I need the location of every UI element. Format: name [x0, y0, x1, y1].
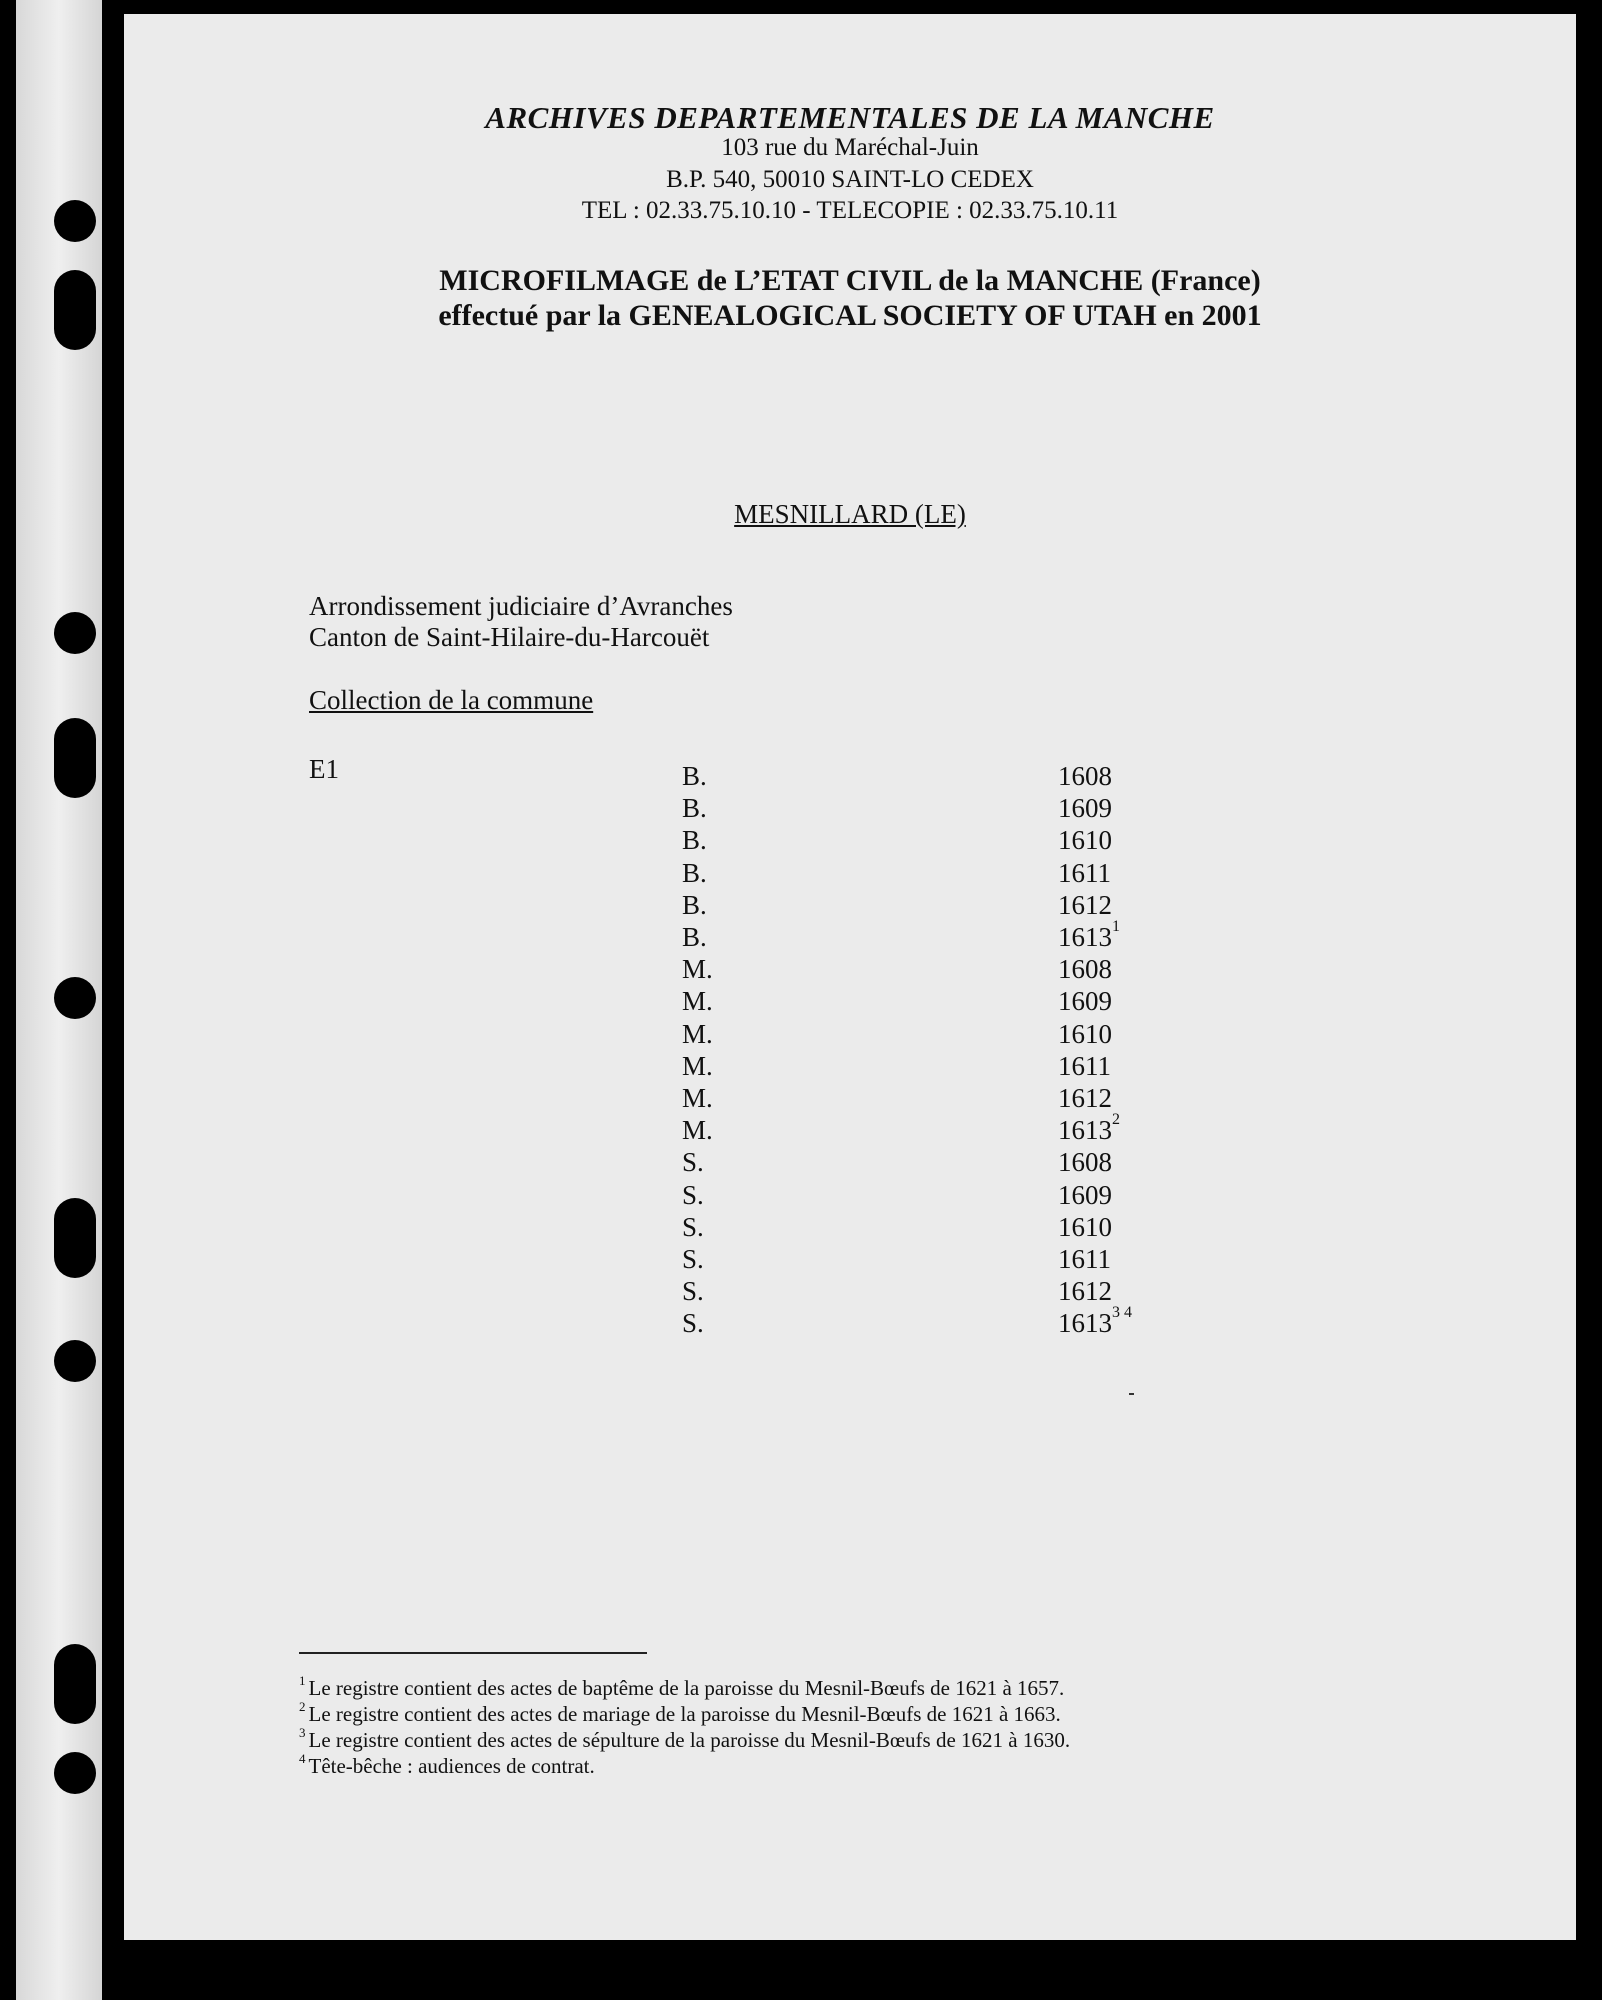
- act-year: [1058, 1147, 1112, 1178]
- footnote-number: 4: [299, 1751, 306, 1766]
- act-year-value: 1609: [1058, 986, 1112, 1016]
- punch-hole: [54, 718, 96, 798]
- act-year-value: 1609: [1058, 793, 1112, 823]
- act-year: [1058, 1111, 1120, 1146]
- act-year-value: 1613: [1058, 1308, 1112, 1338]
- punch-hole: [54, 1198, 96, 1278]
- footnote-rule: [299, 1652, 647, 1654]
- act-year: [1058, 954, 1112, 985]
- act-type: S.: [682, 1276, 704, 1306]
- footnote-text: Tête-bêche : audiences de contrat.: [308, 1754, 595, 1778]
- act-type: M.: [682, 1051, 713, 1081]
- act-year-value: 1611: [1058, 1051, 1111, 1081]
- act-year: [1058, 1019, 1112, 1050]
- act-type: M.: [682, 1115, 713, 1145]
- document-page: [124, 14, 1576, 1940]
- act-year-value: 1611: [1058, 1244, 1111, 1274]
- archives-title: ARCHIVES DEPARTEMENTALES DE LA MANCHE: [485, 100, 1215, 135]
- act-year: [1058, 1244, 1111, 1275]
- footnote-ref: 1: [1112, 918, 1120, 935]
- act-year: [1058, 1180, 1112, 1211]
- act-year-value: 1608: [1058, 954, 1112, 984]
- act-year: [1058, 1276, 1112, 1307]
- act-type: S.: [682, 1212, 704, 1242]
- footnote-number: 3: [299, 1725, 306, 1740]
- footnote-ref: 2: [1112, 1111, 1120, 1128]
- punch-hole: [54, 1644, 96, 1724]
- footnote: [299, 1751, 595, 1779]
- register-cote: E1: [309, 754, 339, 784]
- act-year-value: 1612: [1058, 1276, 1112, 1306]
- act-year: [1058, 918, 1120, 953]
- act-year-value: 1609: [1058, 1180, 1112, 1210]
- act-year-value: 1613: [1058, 922, 1112, 952]
- punch-hole: [54, 1340, 96, 1382]
- act-type: B.: [682, 793, 707, 823]
- footnote-text: Le registre contient des actes de mariage de la paroisse du Mesnil-Bœufs de 1621 à 1663.: [308, 1702, 1061, 1726]
- address-postal: B.P. 540, 50010 SAINT-LO CEDEX: [666, 166, 1034, 193]
- punch-hole: [54, 1752, 96, 1794]
- arrondissement-line: Arrondissement judiciaire d’Avranches: [309, 591, 733, 621]
- act-type: M.: [682, 1019, 713, 1049]
- act-type: B.: [682, 761, 707, 791]
- act-year-value: 1608: [1058, 761, 1112, 791]
- collection-heading: Collection de la commune: [309, 685, 594, 715]
- act-year: [1058, 1051, 1111, 1082]
- footnote: [299, 1673, 1065, 1701]
- commune-title: MESNILLARD (LE): [734, 499, 966, 529]
- punch-hole: [54, 977, 96, 1019]
- microfilm-title-line2: effectué par la GENEALOGICAL SOCIETY OF UTAH en 2001: [438, 299, 1262, 332]
- footnote-text: Le registre contient des actes de sépulture de la paroisse du Mesnil-Bœufs de 1621 à 1630.: [308, 1728, 1071, 1752]
- footnote-number: 1: [299, 1673, 306, 1688]
- act-type: S.: [682, 1244, 704, 1274]
- act-year-value: 1613: [1058, 1115, 1112, 1145]
- act-type: M.: [682, 954, 713, 984]
- footnote: [299, 1699, 1061, 1727]
- footnote-ref: 3 4: [1112, 1304, 1132, 1321]
- act-type: B.: [682, 858, 707, 888]
- act-year: [1058, 986, 1112, 1017]
- act-year-value: 1610: [1058, 1212, 1112, 1242]
- footnote-number: 2: [299, 1699, 306, 1714]
- act-type: B.: [682, 922, 707, 952]
- act-year-value: 1611: [1058, 858, 1111, 888]
- act-year: [1058, 761, 1112, 792]
- contact-line: TEL : 02.33.75.10.10 - TELECOPIE : 02.33.75.10.11: [581, 197, 1119, 224]
- act-year: [1058, 890, 1112, 921]
- punch-hole: [54, 200, 96, 242]
- act-type: S.: [682, 1308, 704, 1338]
- act-year-value: 1610: [1058, 825, 1112, 855]
- act-year-value: 1608: [1058, 1147, 1112, 1177]
- punch-hole: [54, 270, 96, 350]
- act-type: M.: [682, 1083, 713, 1113]
- binder-strip: [16, 0, 102, 2000]
- act-type: M.: [682, 986, 713, 1016]
- act-year-value: 1612: [1058, 890, 1112, 920]
- address-street: 103 rue du Maréchal-Juin: [721, 134, 979, 161]
- act-year: [1058, 825, 1112, 856]
- act-type: B.: [682, 890, 707, 920]
- act-type: S.: [682, 1147, 704, 1177]
- act-year: [1058, 1212, 1112, 1243]
- act-year-value: 1610: [1058, 1019, 1112, 1049]
- act-year: [1058, 1304, 1132, 1339]
- canton-line: Canton de Saint-Hilaire-du-Harcouët: [309, 622, 710, 652]
- act-year-value: 1612: [1058, 1083, 1112, 1113]
- act-year: [1058, 793, 1112, 824]
- act-year: [1058, 1083, 1112, 1114]
- footnote-text: Le registre contient des actes de baptême de la paroisse du Mesnil-Bœufs de 1621 à 1657.: [308, 1676, 1065, 1700]
- act-year: [1058, 858, 1111, 889]
- scan-speck: [1129, 1393, 1134, 1395]
- punch-hole: [54, 612, 96, 654]
- act-type: S.: [682, 1180, 704, 1210]
- act-type: B.: [682, 825, 707, 855]
- microfilm-title-line1: MICROFILMAGE de L’ETAT CIVIL de la MANCHE (France): [439, 264, 1261, 297]
- footnote: [299, 1725, 1071, 1753]
